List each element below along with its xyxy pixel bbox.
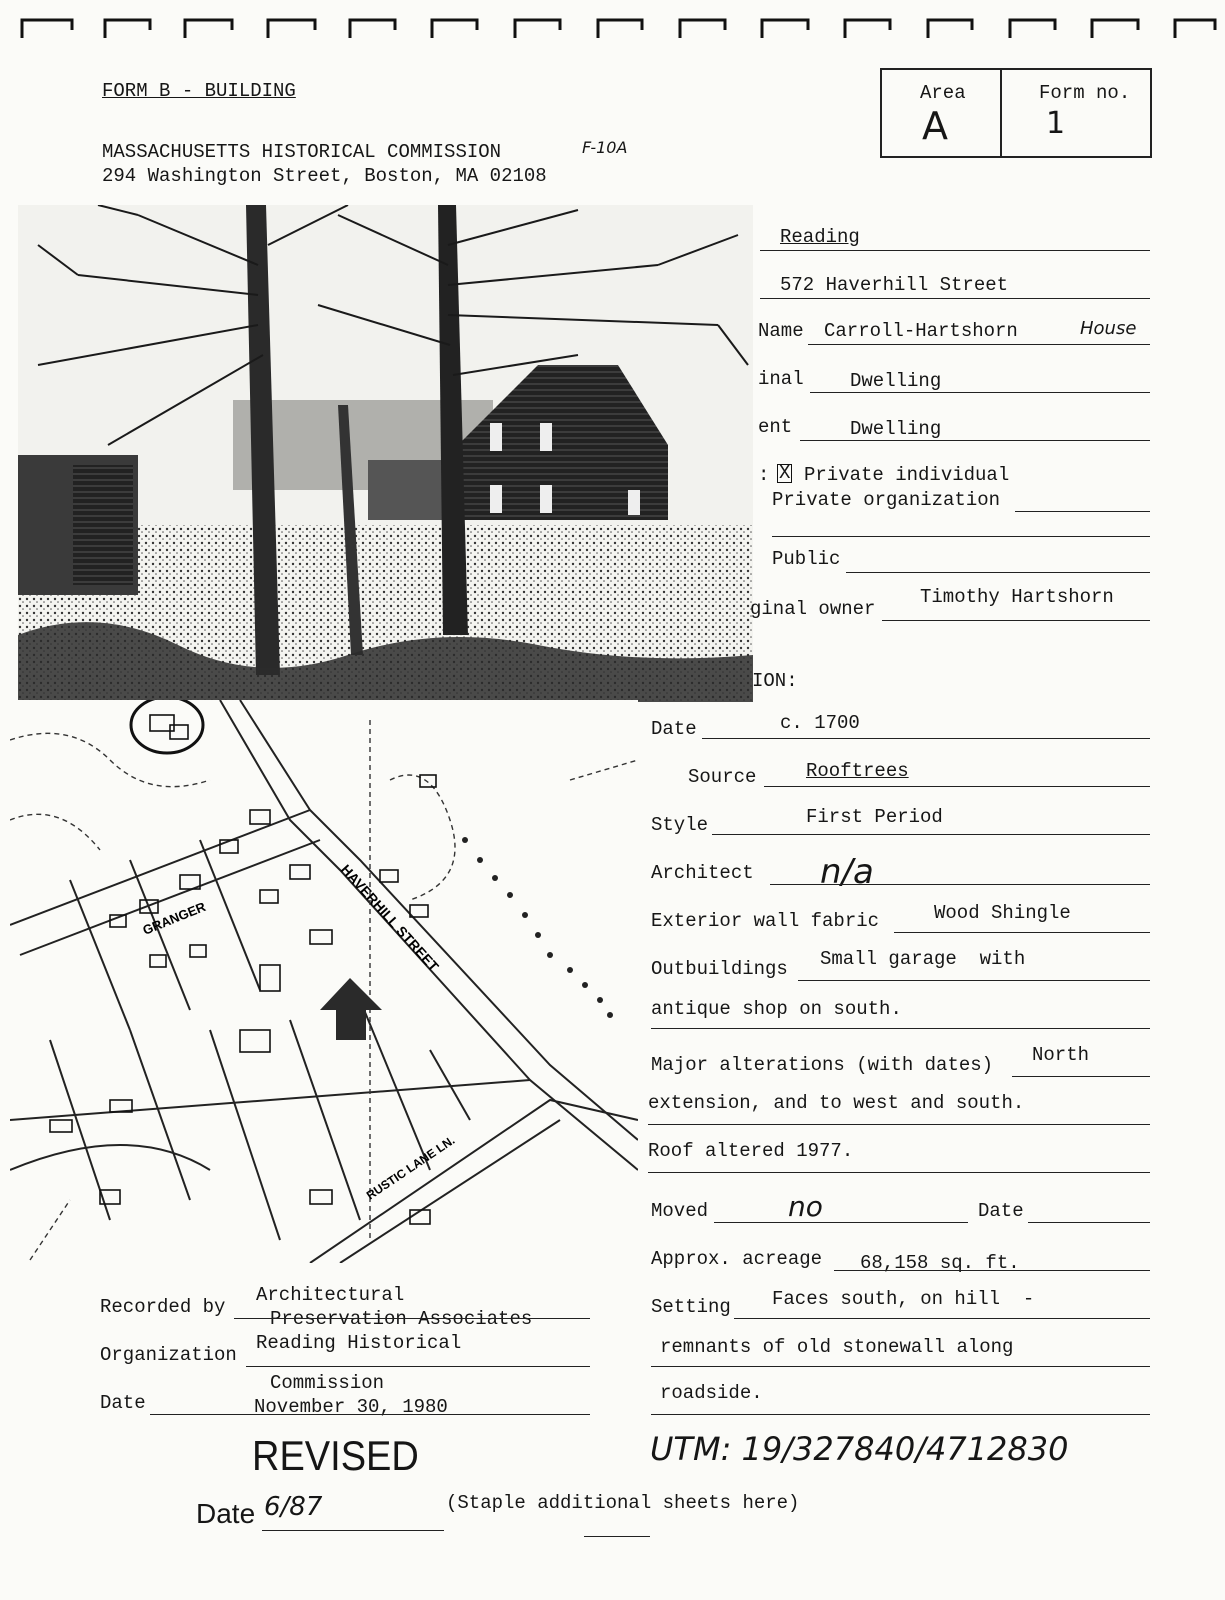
public-label: Public xyxy=(772,548,841,570)
binder-tabs xyxy=(0,0,1225,50)
architect-label: Architect xyxy=(651,862,754,884)
moved-label: Moved xyxy=(651,1200,709,1222)
recorded-date-label: Date xyxy=(100,1392,146,1414)
revised-date-label: Date xyxy=(196,1498,256,1529)
organization-label: Organization xyxy=(100,1344,237,1366)
moved-date-label: Date xyxy=(978,1200,1024,1222)
setting-label: Setting xyxy=(651,1296,731,1318)
revised-stamp: REVISED xyxy=(252,1433,419,1481)
acreage-label: Approx. acreage xyxy=(651,1248,823,1270)
recorded-by-struck: Preservation Associates xyxy=(270,1308,533,1330)
alterations-value: North xyxy=(1032,1044,1090,1066)
area-form-box xyxy=(880,68,1152,158)
map-label-granger: GRANGER xyxy=(140,898,208,938)
setting-value-3: roadside. xyxy=(660,1382,763,1404)
present-use-value: Dwelling xyxy=(850,418,942,440)
staple-note: (Staple additional sheets here) xyxy=(446,1492,800,1514)
map-label-haverhill: HAVERHILL STREET xyxy=(337,861,442,975)
house-photo xyxy=(18,205,753,702)
style-label: Style xyxy=(651,814,709,836)
street-value: 572 Haverhill Street xyxy=(780,274,1009,296)
map-label-rustic: RUSTIC LANE LN. xyxy=(363,1133,458,1203)
private-organization-label: Private organization xyxy=(772,489,1001,511)
acreage-value: 68,158 sq. ft. xyxy=(860,1252,1020,1274)
date-label: Date xyxy=(651,718,697,740)
source-value: Rooftrees xyxy=(806,760,909,782)
utm-coordinates: UTM: 19/327840/4712830 xyxy=(650,1430,1069,1468)
date-value: c. 1700 xyxy=(780,712,860,734)
ownership-prefix: : xyxy=(758,464,770,486)
original-use-label: inal xyxy=(758,368,804,390)
name-label: Name xyxy=(758,320,804,342)
private-individual-label: Private individual xyxy=(804,464,1010,486)
organization-value-2: Commission xyxy=(270,1372,385,1394)
area-label: Area xyxy=(920,82,966,104)
form-title: FORM B - BUILDING xyxy=(102,80,296,102)
name-value: Carroll-Hartshorn xyxy=(824,320,1018,342)
alterations-label: Major alterations (with dates) xyxy=(651,1054,994,1076)
area-value: A xyxy=(922,104,948,148)
description-label: ION: xyxy=(752,670,798,692)
form-no-label: Form no. xyxy=(1039,82,1131,104)
alterations-value-3: Roof altered 1977. xyxy=(648,1140,854,1162)
original-owner-value: Timothy Hartshorn xyxy=(920,586,1114,608)
style-value: First Period xyxy=(806,806,943,828)
town-value: Reading xyxy=(780,226,860,248)
setting-value: Faces south, on hill - xyxy=(772,1288,1035,1310)
architect-value: n/a xyxy=(820,852,874,892)
organization-value: Reading Historical xyxy=(256,1332,462,1354)
recorded-by-value: Architectural xyxy=(256,1284,405,1306)
exterior-wall-value: Wood Shingle xyxy=(934,902,1071,924)
form-no-value: 1 xyxy=(1046,106,1066,141)
location-map xyxy=(10,700,638,1263)
original-use-value: Dwelling xyxy=(850,370,942,392)
recorded-by-label: Recorded by xyxy=(100,1296,226,1318)
outbuildings-value: Small garage with xyxy=(820,948,1026,970)
revised-date-value: 6/87 xyxy=(264,1492,323,1522)
present-use-label: ent xyxy=(758,416,793,438)
outbuildings-label: Outbuildings xyxy=(651,958,788,980)
exterior-wall-label: Exterior wall fabric xyxy=(651,910,880,932)
commission-name: MASSACHUSETTS HISTORICAL COMMISSION xyxy=(102,141,502,163)
moved-value: no xyxy=(788,1190,823,1223)
setting-value-2: remnants of old stonewall along xyxy=(660,1336,1014,1358)
file-reference: F-10A xyxy=(582,138,628,157)
private-individual-checkbox: X xyxy=(779,462,791,484)
outbuildings-value-2: antique shop on south. xyxy=(651,998,902,1020)
source-label: Source xyxy=(688,766,757,788)
alterations-value-2: extension, and to west and south. xyxy=(648,1092,1025,1114)
recorded-date-value: November 30, 1980 xyxy=(254,1396,448,1418)
commission-address: 294 Washington Street, Boston, MA 02108 xyxy=(102,165,547,187)
name-handwritten: House xyxy=(1080,318,1137,339)
original-owner-label: ginal owner xyxy=(750,598,876,620)
